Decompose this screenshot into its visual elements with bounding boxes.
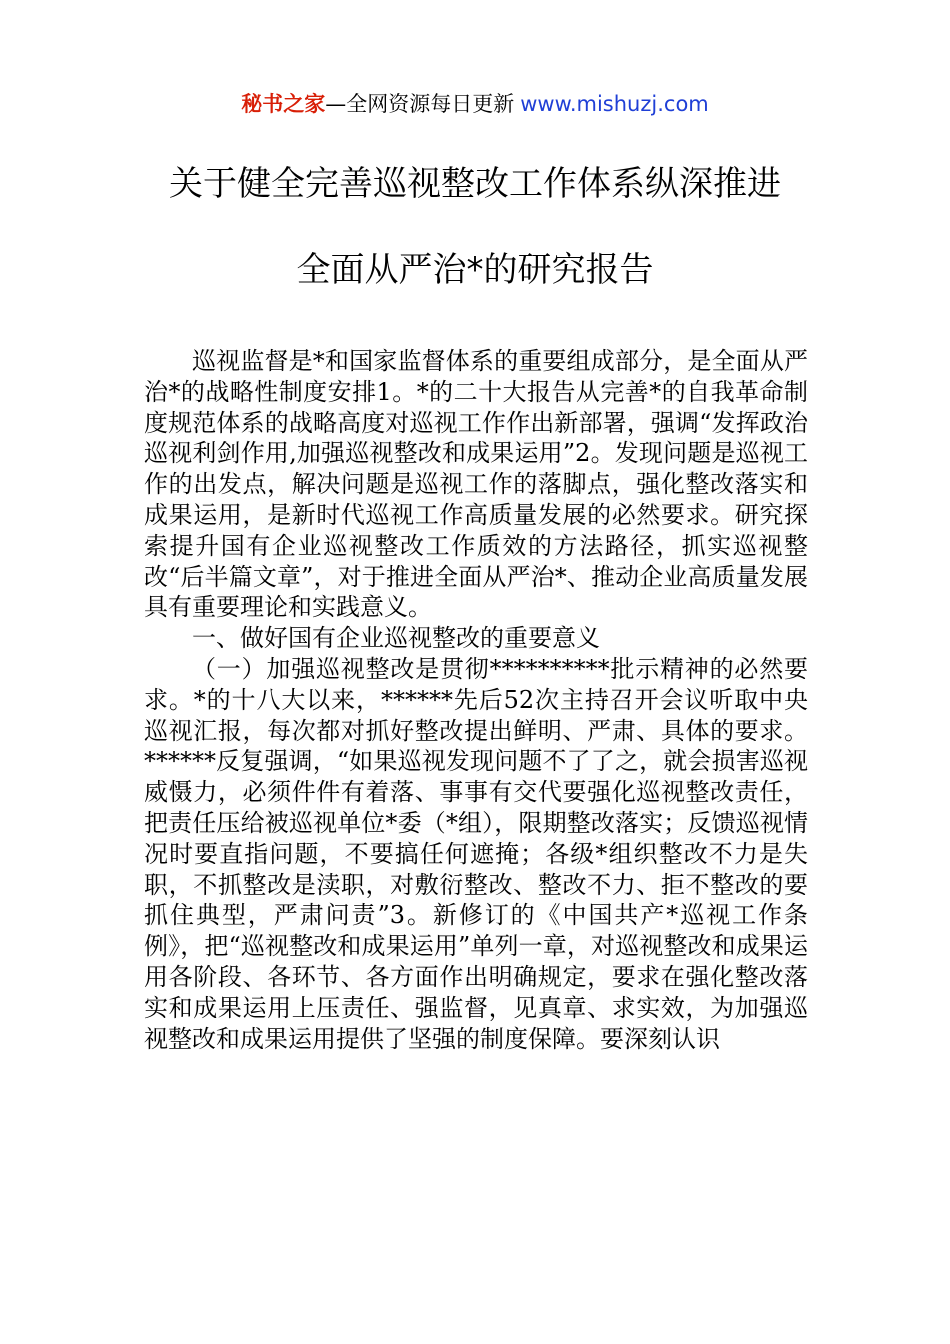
header-dash: — bbox=[325, 92, 347, 116]
site-url-link[interactable]: www.mishuzj.com bbox=[520, 92, 709, 116]
subsection-paragraph: （一）加强巡视整改是贯彻**********批示精神的必然要求。*的十八大以来，******先后52次主持召开会议听取中央巡视汇报，每次都对抓好整改提出鲜明、严肃、具体的要求。******反复强调，“如果巡视发现问题不了了之，就会损害巡视威慑力，必须件件有着落、事事有交代要强化巡视整改责任，把责任压给被巡视单位*委（*组），限期整改落实；反馈巡视情况时要直指问题，不要搞任何遮掩；各级*组织整改不力是失职，不抓整改是渎职，对敷衍整改、整改不力、拒不整改的要抓住典型，严肃问责”3。新修订的《中国共产*巡视工作条例》，把“巡视整改和成果运用”单列一章，对巡视整改和成果运用各阶段、各环节、各方面作出明确规定，要求在强化整改落实和成果运用上压责任、强监督，见真章、求实效，为加强巡视整改和成果运用提供了坚强的制度保障。要深刻认识 bbox=[144, 654, 808, 1053]
site-tagline: 全网资源每日更新 bbox=[346, 92, 515, 116]
site-header bbox=[0, 88, 950, 120]
site-brand: 秘书之家 bbox=[241, 92, 326, 116]
intro-paragraph: 巡视监督是*和国家监督体系的重要组成部分，是全面从严治*的战略性制度安排1。*的二十大报告从完善*的自我革命制度规范体系的战略高度对巡视工作作出新部署，强调“发挥政治巡视利剑作用,加强巡视整改和成果运用”2。发现问题是巡视工作的出发点，解决问题是巡视工作的落脚点，强化整改落实和成果运用，是新时代巡视工作高质量发展的必然要求。研究探索提升国有企业巡视整改工作质效的方法路径，抓实巡视整改“后半篇文章”，对于推进全面从严治*、推动企业高质量发展具有重要理论和实践意义。 bbox=[144, 347, 808, 622]
document-body bbox=[144, 346, 808, 1054]
title-line-1: 关于健全完善巡视整改工作体系纵深推进 bbox=[169, 164, 781, 204]
section-heading: 一、做好国有企业巡视整改的重要意义 bbox=[192, 624, 600, 653]
document-title bbox=[60, 160, 890, 294]
title-line-2: 全面从严治*的研究报告 bbox=[296, 250, 654, 290]
